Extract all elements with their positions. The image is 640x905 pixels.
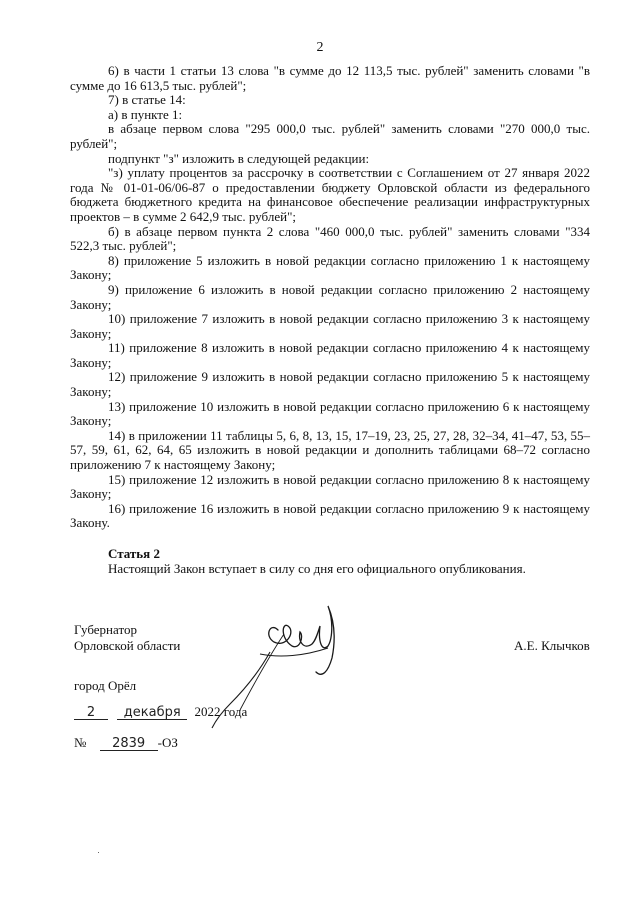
law-number: 2839 xyxy=(100,737,158,751)
paragraph-12: 12) приложение 9 изложить в новой редакции согласно приложению 5 к настоящему Закону; xyxy=(70,369,590,400)
paragraph-15: 15) приложение 12 изложить в новой редакции согласно приложению 8 к настоящему Закону; xyxy=(70,471,590,502)
date-line xyxy=(74,704,247,720)
date-year: 2022 года xyxy=(194,704,248,719)
paragraph-7a: а) в пункте 1: xyxy=(108,106,183,122)
paragraph-7: 7) в статье 14: xyxy=(108,92,186,108)
paragraph-7b: б) в абзаце первом пункта 2 слова "460 000,0 тыс. рублей" заменить словами "334 522,3 тыс. рублей"; xyxy=(70,223,590,254)
position-line-2: Орловской области xyxy=(74,638,181,653)
law-number-suffix: -ОЗ xyxy=(157,735,178,750)
date-day: 2 xyxy=(74,706,108,720)
scan-speck xyxy=(98,852,99,853)
page-number: 2 xyxy=(316,40,324,55)
paragraph-7a-z: "з) уплату процентов за рассрочку в соответствии с Соглашением от 27 января 2022 года № 01-01-06/06-87 о предоставлении бюджету Орловской области из федерального бюджета бюджетного кредита на финансовое обеспечение реализации инфраструктурных проектов – в сумме 2 642,9 тыс. рублей"; xyxy=(70,165,590,224)
document-body xyxy=(70,64,590,576)
paragraph-10: 10) приложение 7 изложить в новой редакции согласно приложению 3 к настоящему Закону; xyxy=(70,311,590,341)
position-line-1: Губернатор xyxy=(74,622,137,637)
article-text: Настоящий Закон вступает в силу со дня его официального опубликования. xyxy=(108,560,526,576)
signatory-position xyxy=(74,622,180,654)
paragraph-7a-1: в абзаце первом слова "295 000,0 тыс. рублей" заменить словами "270 000,0 тыс. рублей"; xyxy=(70,121,590,151)
paragraph-13: 13) приложение 10 изложить в новой редакции согласно приложению 6 к настоящему Закону; xyxy=(70,398,590,429)
paragraph-6: 6) в части 1 статьи 13 слова "в сумме до 12 113,5 тыс. рублей" заменить словами "в сумме до 16 613,5 тыс. рублей"; xyxy=(70,63,590,93)
paragraph-8: 8) приложение 5 изложить в новой редакции согласно приложению 1 к настоящему Закону; xyxy=(70,252,590,283)
date-month: декабря xyxy=(117,706,187,720)
number-sign: № xyxy=(74,735,87,750)
city: город Орёл xyxy=(74,678,137,693)
paragraph-16: 16) приложение 16 изложить в новой редакции согласно приложению 9 к настоящему Закону. xyxy=(70,500,590,531)
signatory-name: А.Е. Клычков xyxy=(514,638,590,653)
paragraph-7a-2: подпункт "з" изложить в следующей редакции: xyxy=(108,150,370,166)
law-number-line xyxy=(74,735,178,751)
paragraph-9: 9) приложение 6 изложить в новой редакции согласно приложению 2 настоящему Закону; xyxy=(70,281,590,312)
paragraph-11: 11) приложение 8 изложить в новой редакции согласно приложению 4 к настоящему Закону; xyxy=(70,340,590,370)
paragraph-14: 14) в приложении 11 таблицы 5, 6, 8, 13, 15, 17–19, 23, 25, 27, 28, 32–34, 41–47, 53, 55–57, 59, 61, 62, 64, 65 изложить в новой редакции и дополнить таблицами 68–72 согласно приложению 7 к настоящему Закону; xyxy=(70,427,590,473)
article-title: Статья 2 xyxy=(108,546,160,561)
